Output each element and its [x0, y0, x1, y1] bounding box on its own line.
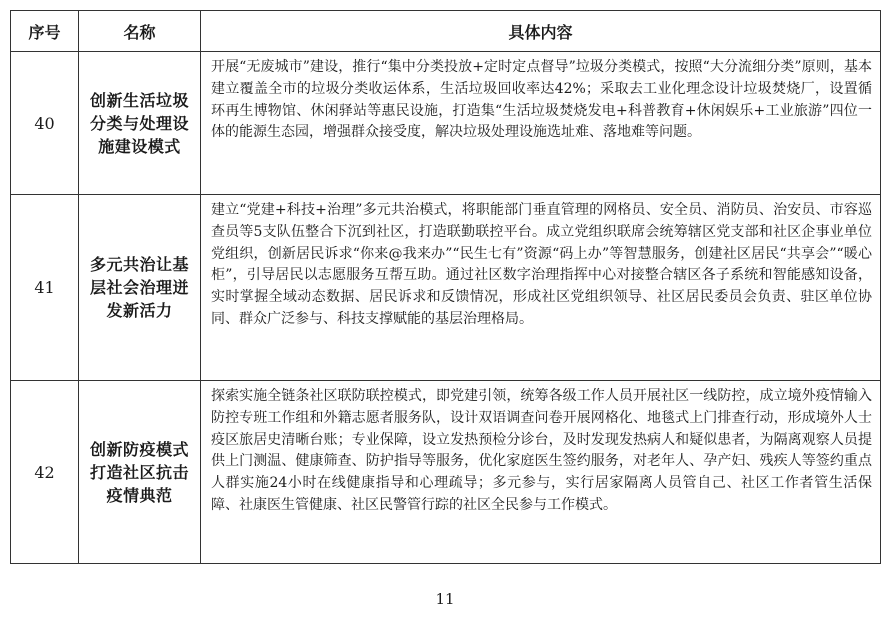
table-row — [11, 195, 881, 381]
table-row — [11, 52, 881, 195]
header-name: 名称 — [79, 11, 201, 52]
header-content: 具体内容 — [201, 11, 881, 52]
row-name: 创新防疫模式打造社区抗击疫情典范 — [79, 381, 201, 564]
row-index: 42 — [11, 381, 79, 564]
table-header-row — [11, 11, 881, 52]
row-name: 多元共治让基层社会治理迸发新活力 — [79, 195, 201, 381]
row-content: 开展“无废城市”建设，推行“集中分类投放+定时定点督导”垃圾分类模式，按照“大分流细分类”原则，基本建立覆盖全市的垃圾分类收运体系，生活垃圾回收率达42%；采取去工业化理念设计垃圾焚烧厂，设置循环再生博物馆、休闲驿站等惠民设施，打造集“生活垃圾焚烧发电+科普教育+休闲娱乐+工业旅游”四位一体的能源生态园，增强群众接受度，解决垃圾处理设施选址难、落地难等问题。 — [201, 52, 881, 195]
row-content: 建立“党建+科技+治理”多元共治模式，将职能部门垂直管理的网格员、安全员、消防员、治安员、市容巡查员等5支队伍整合下沉到社区，打造联勤联控平台。成立党组织联席会统筹辖区党支部和社区企事业单位党组织，创新居民诉求“你来@我来办”“民生七有”资源“码上办”等智慧服务，创建社区居民“共享会”“暖心柜”，引导居民以志愿服务互帮互助。通过社区数字治理指挥中心对接整合辖区各子系统和智能感知设备，实时掌握全域动态数据、居民诉求和反馈情况，形成社区党组织领导、社区居民委员会负责、驻区单位协同、群众广泛参与、科技支撑赋能的基层治理格局。 — [201, 195, 881, 381]
content-table — [10, 10, 881, 564]
table-row — [11, 381, 881, 564]
row-index: 41 — [11, 195, 79, 381]
page-number: 11 — [435, 590, 455, 608]
row-index: 40 — [11, 52, 79, 195]
header-index: 序号 — [11, 11, 79, 52]
row-content: 探索实施全链条社区联防联控模式，即党建引领，统筹各级工作人员开展社区一线防控，成立境外疫情输入防控专班工作组和外籍志愿者服务队，设计双语调查问卷开展网格化、地毯式上门排查行动，形成境外人士疫区旅居史清晰台账；专业保障，设立发热预检分诊台，及时发现发热病人和疑似患者，为隔离观察人员提供上门测温、健康筛查、防护指导等服务，优化家庭医生签约服务，对老年人、孕产妇、残疾人等签约重点人群实施24小时在线健康指导和心理疏导；多元参与，实行居家隔离人员管自己、社区工作者管生活保障、社康医生管健康、社区民警管行踪的社区全民参与工作模式。 — [201, 381, 881, 564]
row-name: 创新生活垃圾分类与处理设施建设模式 — [79, 52, 201, 195]
